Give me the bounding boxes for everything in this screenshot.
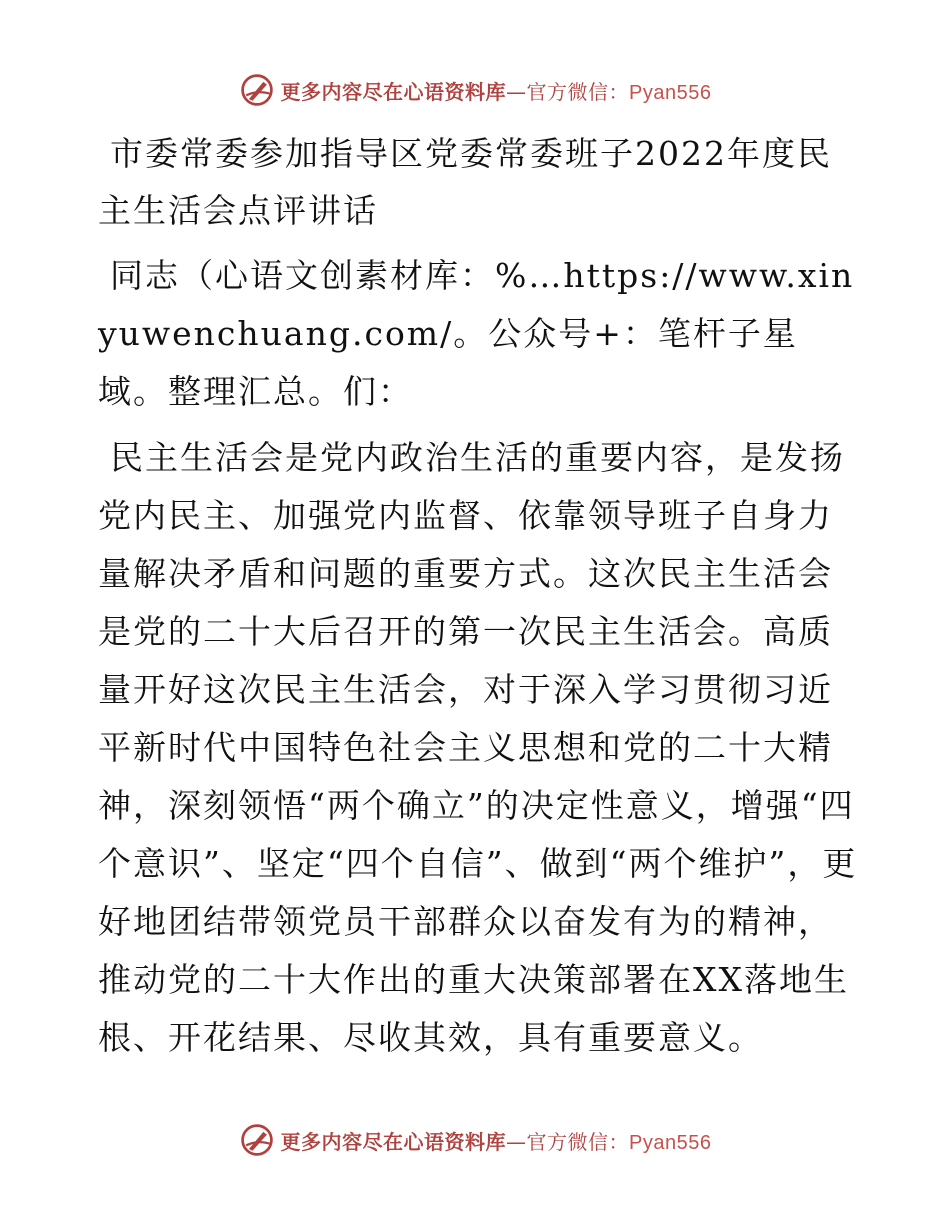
banner-dash: — xyxy=(506,79,527,104)
header-banner xyxy=(0,68,950,112)
banner-wechat-label: 官方微信： xyxy=(526,79,630,104)
document-body xyxy=(98,125,858,1075)
banner-main-text: 更多内容尽在心语资料库 xyxy=(280,79,507,104)
banner-wechat-id: Pyan556 xyxy=(629,1131,712,1154)
document-title: 市委常委参加指导区党委常委班子2022年度民主生活会点评讲话 xyxy=(98,134,832,230)
pen-logo-icon xyxy=(239,1122,275,1158)
banner-main-text: 更多内容尽在心语资料库 xyxy=(280,1129,507,1154)
header-banner-inner xyxy=(239,72,712,108)
footer-banner-text xyxy=(281,1126,712,1155)
banner-dash: — xyxy=(506,1129,527,1154)
footer-banner xyxy=(0,1118,950,1162)
banner-wechat-label: 官方微信： xyxy=(526,1129,630,1154)
document-greeting: 同志（心语文创素材库：%…https://www.xinyuwenchuang.com/。公众号+：笔杆子星域。整理汇总。们： xyxy=(98,256,855,411)
banner-wechat-id: Pyan556 xyxy=(629,81,712,104)
document-paragraph-1: 民主生活会是党内政治生活的重要内容，是发扬党内民主、加强党内监督、依靠领导班子自身力量解决矛盾和问题的重要方式。这次民主生活会是党的二十大后召开的第一次民主生活会。高质量开好这次民主生活会，对于深入学习贯彻习近平新时代中国特色社会主义思想和党的二十大精神，深刻领悟“两个确立”的决定性意义，增强“四个意识”、坚定“四个自信”、做到“两个维护”，更好地团结带领党员干部群众以奋发有为的精神，推动党的二十大作出的重大决策部署在XX落地生根、开花结果、尽收其效，具有重要意义。 xyxy=(98,438,858,1057)
pen-logo-icon xyxy=(239,72,275,108)
footer-banner-inner xyxy=(239,1122,712,1158)
header-banner-text xyxy=(281,76,712,105)
